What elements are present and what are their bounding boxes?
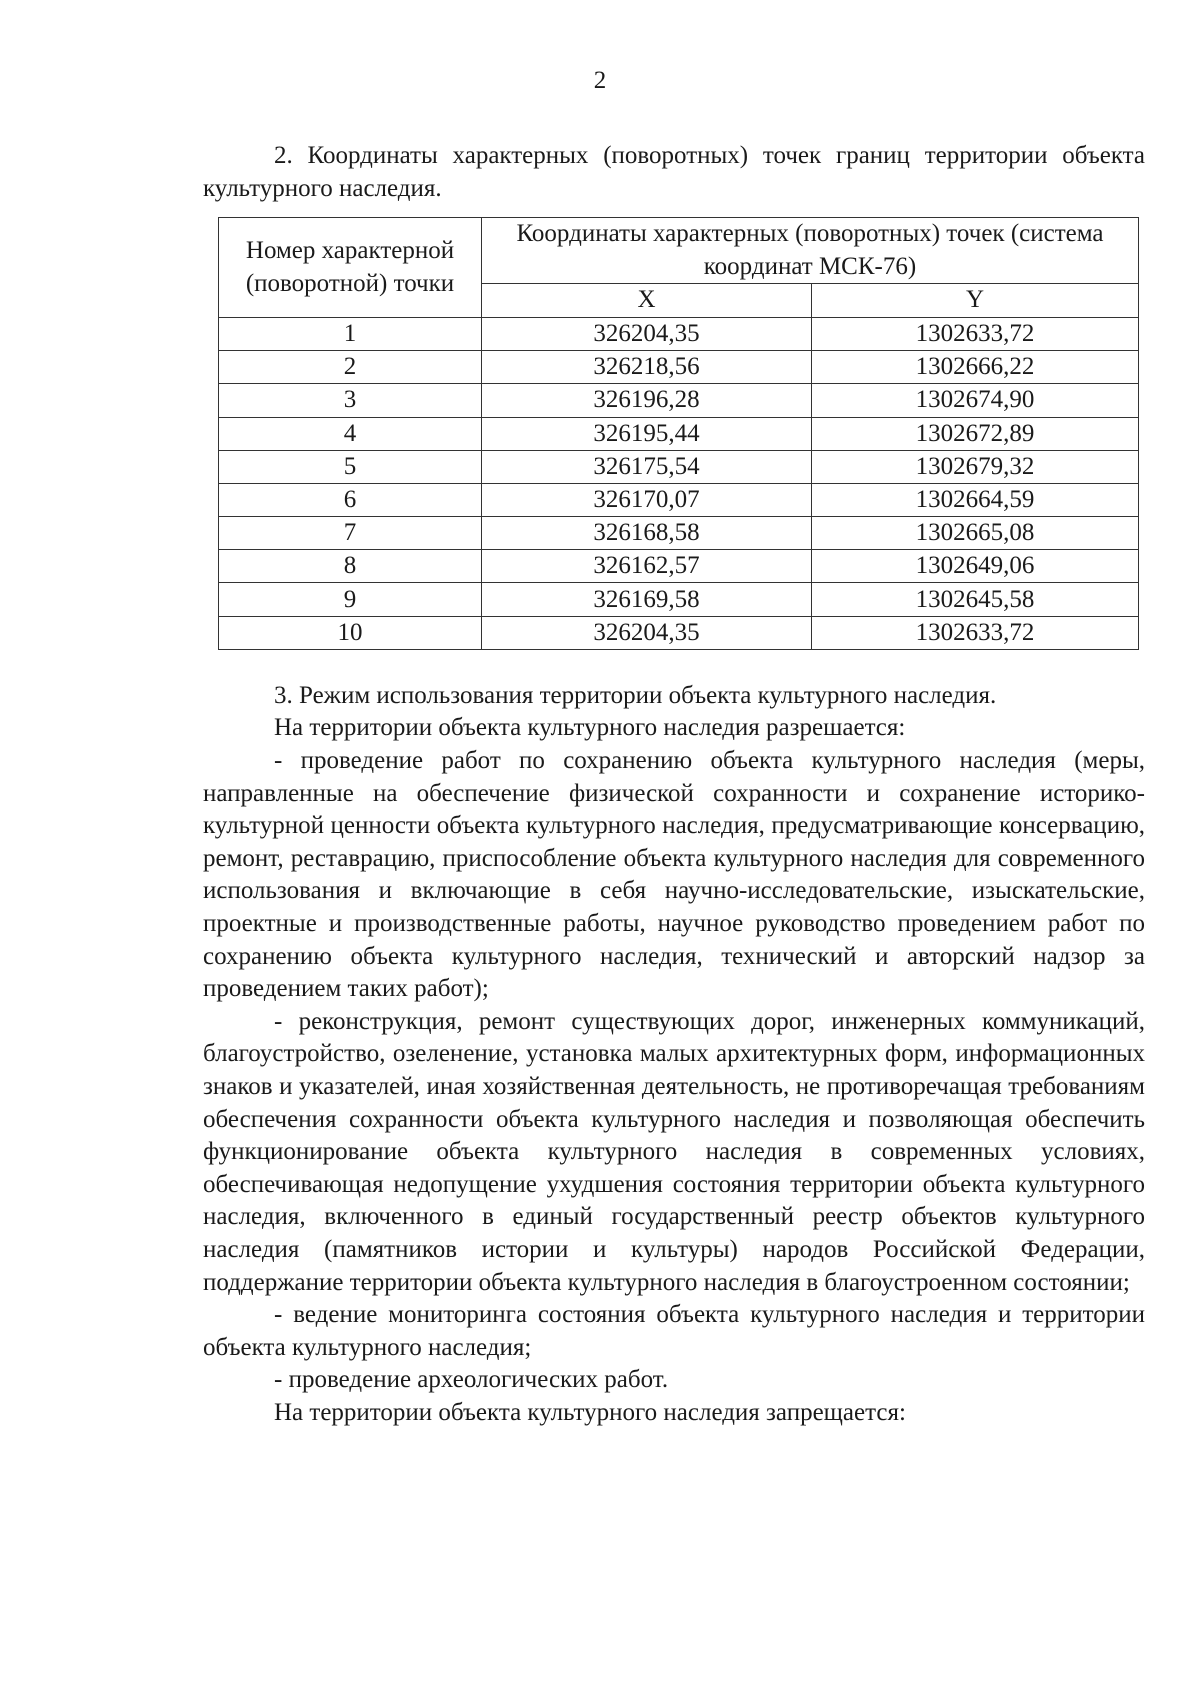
table-row — [219, 550, 1139, 583]
cell-y: 1302645,58 — [812, 583, 1139, 616]
allowed-item-1: - проведение работ по сохранению объекта культурного наследия (меры, направленные на обеспечение физической сохранности и сохранение историко-культурной ценности объекта культурного наследия, предусматривающие консервацию, ремонт, реставрацию, приспособление объекта культурного наследия для современного использования и включающие в себя научно-исследовательские, изыскательские, проектные и производственные работы, научное руководство проведением работ по сохранению объекта культурного наследия, технический и авторский надзор за проведением таких работ); — [203, 747, 1145, 1003]
allowed-item-2: - реконструкция, ремонт существующих дорог, инженерных коммуникаций, благоустройство, озеленение, установка малых архитектурных форм, информационных знаков и указателей, иная хозяйственная деятельность, не противоречащая требованиям обеспечения сохранности объекта культурного наследия и позволяющая обеспечить функционирование объекта культурного наследия в современных условиях, обеспечивающая недопущение ухудшения состояния территории объекта культурного наследия, включенного в единый государственный реестр объектов культурного наследия (памятников истории и культуры) народов Российской Федерации, поддержание территории объекта культурного наследия в благоустроенном состоянии; — [203, 1007, 1145, 1296]
cell-point-number: 3 — [219, 384, 482, 417]
cell-y: 1302674,90 — [812, 384, 1139, 417]
header-coordinates-group: Координаты характерных (поворотных) точек (система координат МСК-76) — [482, 218, 1139, 284]
table-row — [219, 517, 1139, 550]
cell-point-number: 9 — [219, 583, 482, 616]
table-row — [219, 450, 1139, 483]
table-header-row — [219, 218, 1139, 284]
cell-x: 326195,44 — [482, 417, 812, 450]
table-row — [219, 384, 1139, 417]
cell-point-number: 8 — [219, 550, 482, 583]
allowed-intro: На территории объекта культурного наследия разрешается: — [274, 714, 906, 742]
cell-y: 1302666,22 — [812, 351, 1139, 384]
cell-y: 1302679,32 — [812, 450, 1139, 483]
cell-point-number: 7 — [219, 517, 482, 550]
section-2-heading: 2. Координаты характерных (поворотных) точек границ территории объекта культурного наследия. — [203, 142, 1145, 202]
table-row — [219, 317, 1139, 350]
header-y: Y — [812, 284, 1139, 318]
table-row — [219, 616, 1139, 649]
cell-x: 326196,28 — [482, 384, 812, 417]
cell-x: 326175,54 — [482, 450, 812, 483]
cell-point-number: 2 — [219, 351, 482, 384]
cell-x: 326218,56 — [482, 351, 812, 384]
section-3-heading: 3. Режим использования территории объекта культурного наследия. — [274, 681, 997, 709]
cell-x: 326204,35 — [482, 317, 812, 350]
table-row — [219, 417, 1139, 450]
cell-point-number: 5 — [219, 450, 482, 483]
cell-x: 326169,58 — [482, 583, 812, 616]
header-x: X — [482, 284, 812, 318]
coordinates-table-body — [219, 317, 1139, 649]
coordinates-table — [218, 217, 1139, 650]
cell-y: 1302633,72 — [812, 616, 1139, 649]
cell-x: 326168,58 — [482, 517, 812, 550]
cell-y: 1302672,89 — [812, 417, 1139, 450]
cell-y: 1302664,59 — [812, 483, 1139, 516]
page-number: 2 — [593, 67, 607, 94]
allowed-item-4: - проведение археологических работ. — [274, 1366, 669, 1394]
table-row — [219, 351, 1139, 384]
cell-point-number: 6 — [219, 483, 482, 516]
cell-y: 1302649,06 — [812, 550, 1139, 583]
table-row — [219, 583, 1139, 616]
forbidden-intro: На территории объекта культурного наследия запрещается: — [274, 1398, 906, 1426]
cell-y: 1302665,08 — [812, 517, 1139, 550]
cell-x: 326162,57 — [482, 550, 812, 583]
cell-point-number: 4 — [219, 417, 482, 450]
allowed-item-3: - ведение мониторинга состояния объекта культурного наследия и территории объекта культурного наследия; — [203, 1301, 1145, 1361]
cell-x: 326204,35 — [482, 616, 812, 649]
table-row — [219, 483, 1139, 516]
cell-point-number: 1 — [219, 317, 482, 350]
cell-point-number: 10 — [219, 616, 482, 649]
cell-x: 326170,07 — [482, 483, 812, 516]
document-body — [203, 140, 1145, 1430]
header-point-number: Номер характерной (поворотной) точки — [219, 218, 482, 318]
coordinates-table-wrapper — [203, 217, 1145, 650]
cell-y: 1302633,72 — [812, 317, 1139, 350]
